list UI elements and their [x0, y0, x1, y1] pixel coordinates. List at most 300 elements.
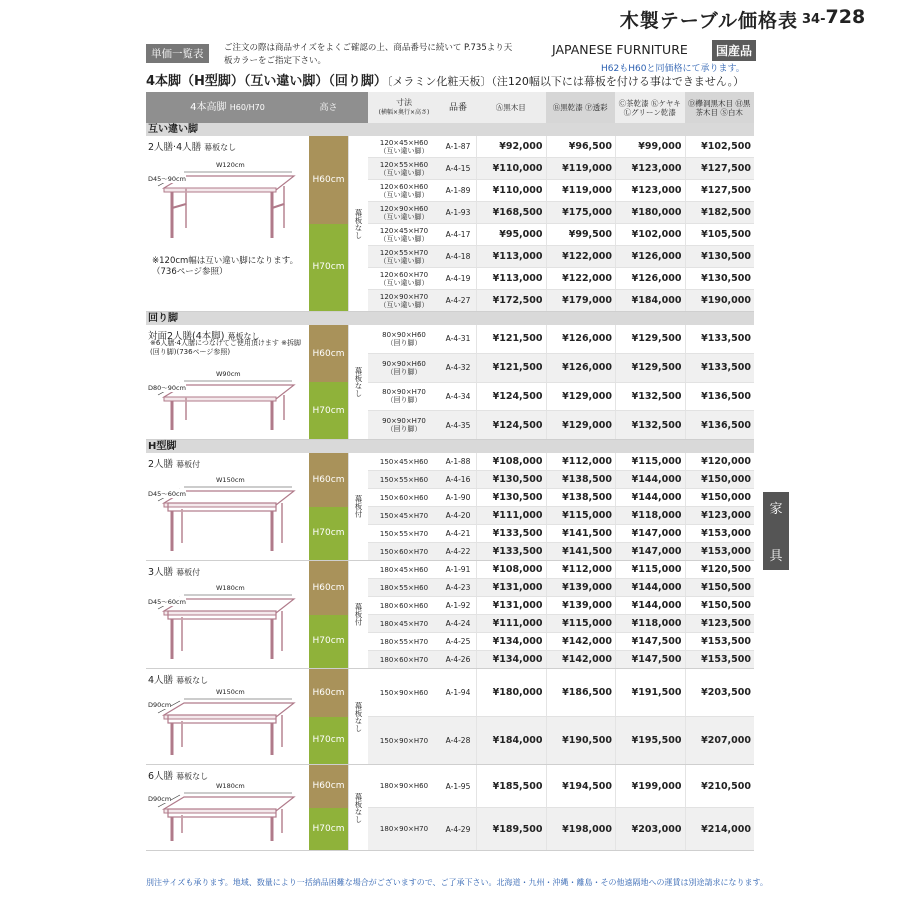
price-cell: ¥123,000: [615, 180, 685, 201]
price-cell: ¥115,000: [615, 561, 685, 578]
price-cell: ¥150,000: [685, 471, 755, 488]
width-dimension-label: W150cm: [216, 688, 245, 696]
product-code: A-4-23: [445, 583, 471, 592]
curtain-label: 幕板なし: [348, 136, 368, 311]
price-cell: ¥129,000: [546, 411, 616, 439]
price-cell: ¥127,500: [685, 180, 755, 201]
price-cell: ¥110,000: [476, 180, 546, 201]
table-header: [146, 92, 754, 123]
dimension-text: 180×55×H70: [379, 637, 429, 646]
price-cell: ¥182,500: [685, 202, 755, 223]
height-column: [309, 561, 348, 668]
group-curtain-type: 幕板なし: [227, 332, 260, 341]
depth-dimension-label: D90cm: [148, 795, 172, 803]
product-code: A-4-34: [445, 391, 471, 401]
price-cell: ¥111,000: [476, 615, 546, 632]
dimension-cell: [368, 290, 440, 311]
dimension-sub: （互い違い脚）: [379, 256, 429, 265]
product-code: A-4-31: [445, 334, 471, 344]
side-tab-char: 具: [769, 549, 783, 564]
dimension-cell: [368, 246, 440, 267]
price-cell: ¥112,000: [546, 453, 616, 470]
table-row: [368, 507, 754, 525]
depth-dimension-label: D45～60cm: [148, 598, 186, 606]
dimension-cell: [368, 453, 440, 470]
price-cell: ¥203,500: [685, 669, 755, 716]
header-dim-sub: (横幅×奥行×高さ): [378, 108, 430, 116]
group-name-text: 2人膳: [148, 459, 174, 470]
product-code: A-4-32: [445, 363, 471, 373]
product-code: A-4-19: [445, 274, 471, 283]
product-code: A-4-27: [445, 296, 471, 305]
table-row: [368, 561, 754, 579]
price-cell: ¥95,000: [476, 224, 546, 245]
header-curtain: [348, 92, 368, 123]
price-cell: ¥153,500: [685, 651, 755, 668]
category-side-tab[interactable]: [763, 492, 789, 570]
header-dim-label: 寸法: [396, 97, 412, 107]
price-cell: ¥126,000: [615, 246, 685, 267]
price-cell: ¥139,000: [546, 579, 616, 596]
price-cell: ¥112,000: [546, 561, 616, 578]
price-table: [146, 92, 754, 851]
dimension-cell: [368, 325, 440, 353]
table-row: [368, 158, 754, 180]
price-cell: ¥120,000: [685, 453, 755, 470]
page-title: 木製テーブル価格表: [619, 10, 798, 32]
dimension-cell: [368, 543, 440, 560]
product-code: A-4-17: [445, 230, 471, 239]
table-row: [368, 383, 754, 412]
price-cell: ¥184,000: [476, 717, 546, 764]
product-code: A-1-95: [445, 781, 471, 791]
dimension-sub: （互い違い脚）: [379, 168, 429, 177]
price-cell: ¥172,500: [476, 290, 546, 311]
group-description: [146, 765, 309, 850]
group-curtain-type: 幕板なし: [176, 772, 209, 781]
dimension-cell: [368, 808, 440, 850]
table-illustration: [154, 473, 304, 555]
width-dimension-label: W90cm: [216, 370, 241, 378]
price-cell: ¥124,500: [476, 411, 546, 439]
height-column: [309, 136, 348, 311]
price-cell: ¥102,500: [685, 136, 755, 157]
height-h60: H60cm: [309, 561, 348, 615]
price-cell: ¥138,500: [546, 489, 616, 506]
dimension-cell: [368, 202, 440, 223]
price-cell: ¥138,500: [546, 471, 616, 488]
table-row: [368, 633, 754, 651]
price-cell: ¥144,000: [615, 471, 685, 488]
product-code: A-1-90: [445, 493, 471, 502]
price-cell: ¥132,500: [615, 383, 685, 411]
dimension-sub: （回り脚）: [386, 338, 422, 347]
dimension-cell: [368, 597, 440, 614]
height-h70: H70cm: [309, 224, 348, 312]
price-cell: ¥111,000: [476, 507, 546, 524]
dimension-sub: （互い違い脚）: [379, 234, 429, 243]
price-cell: ¥92,000: [476, 136, 546, 157]
dimension-text: 150×55×H70: [379, 529, 429, 538]
product-code: A-4-28: [445, 736, 471, 745]
section-title: 互い違い脚: [146, 123, 754, 136]
page-number-value: 728: [825, 6, 866, 28]
price-cell: ¥142,000: [546, 651, 616, 668]
price-cell: ¥190,000: [685, 290, 755, 311]
height-price-note: H62もH60と同価格にて承ります。: [601, 64, 745, 74]
dimension-text: 120×90×H70: [379, 292, 429, 301]
height-h60: H60cm: [309, 453, 348, 507]
table-row: [368, 268, 754, 290]
price-cell: ¥180,000: [476, 669, 546, 716]
price-cell: ¥130,500: [685, 246, 755, 267]
section-title: H型脚: [146, 440, 754, 453]
group-name: [148, 139, 236, 153]
price-cell: ¥150,500: [685, 579, 755, 596]
price-cell: ¥130,500: [685, 268, 755, 289]
price-cell: ¥141,500: [546, 525, 616, 542]
curtain-label: 幕板なし: [348, 669, 368, 764]
price-cell: ¥150,500: [685, 597, 755, 614]
dimension-sub: （互い違い脚）: [379, 278, 429, 287]
table-row: [368, 717, 754, 764]
height-h70: H70cm: [309, 615, 348, 669]
price-cell: ¥129,500: [615, 354, 685, 382]
page-number-prefix: 34-: [802, 12, 826, 27]
dimension-cell: [368, 489, 440, 506]
price-cell: ¥147,000: [615, 525, 685, 542]
table-row: [368, 808, 754, 850]
product-group: [146, 765, 754, 851]
dimension-text: 180×45×H60: [379, 565, 429, 574]
table-row: [368, 453, 754, 471]
price-cell: ¥144,000: [615, 489, 685, 506]
dimension-cell: [368, 136, 440, 157]
price-cell: ¥134,000: [476, 633, 546, 650]
table-row: [368, 290, 754, 311]
table-row: [368, 579, 754, 597]
dimension-text: 150×45×H60: [379, 457, 429, 466]
table-row: [368, 325, 754, 354]
price-cell: ¥147,500: [615, 651, 685, 668]
brand-label: JAPANESE FURNITURE: [552, 42, 688, 57]
price-cell: ¥123,000: [685, 507, 755, 524]
dimension-text: 80×90×H60: [382, 330, 426, 339]
dimension-text: 120×60×H70: [379, 270, 429, 279]
width-dimension-label: W180cm: [216, 782, 245, 790]
group-name-text: 2人膳·4人膳: [148, 142, 202, 153]
price-cell: ¥96,500: [546, 136, 616, 157]
group-description: [146, 561, 309, 668]
curtain-label: 幕板なし: [348, 765, 368, 850]
dimension-cell: [368, 651, 440, 668]
header-color-2: Ⓑ黒乾漆 Ⓟ透彩: [546, 92, 616, 123]
heading-sub: 〔メラミン化粧天板〕（注120幅以下には幕板を付ける事はできません。）: [386, 75, 745, 88]
product-code: A-1-94: [445, 688, 471, 697]
price-cell: ¥123,000: [615, 158, 685, 179]
price-cell: ¥126,000: [546, 325, 616, 353]
price-cell: ¥175,000: [546, 202, 616, 223]
price-cell: ¥141,500: [546, 543, 616, 560]
price-cell: ¥150,000: [685, 489, 755, 506]
product-code: A-4-21: [445, 529, 471, 538]
price-cell: ¥122,000: [546, 246, 616, 267]
product-code: A-1-87: [445, 142, 471, 151]
product-code: A-1-89: [445, 186, 471, 195]
product-group: [146, 669, 754, 765]
price-cell: ¥130,500: [476, 471, 546, 488]
price-cell: ¥123,500: [685, 615, 755, 632]
product-code: A-4-16: [445, 475, 471, 484]
price-cell: ¥195,500: [615, 717, 685, 764]
table-illustration: [154, 158, 304, 242]
footer-note: 別注サイズも承ります。地域、数量により一括納品困難な場合がございますので、ご了承下さい。北海道・九州・沖縄・離島・その他遠隔地への運賃は別途請求になります。: [146, 878, 768, 887]
price-cell: ¥133,500: [685, 354, 755, 382]
dimension-text: 180×45×H70: [379, 619, 429, 628]
price-cell: ¥119,000: [546, 158, 616, 179]
price-cell: ¥131,000: [476, 579, 546, 596]
price-cell: ¥144,000: [615, 597, 685, 614]
price-cell: ¥122,000: [546, 268, 616, 289]
dimension-cell: [368, 669, 440, 716]
header-main-label: 4本高脚: [190, 101, 227, 113]
price-cell: ¥185,500: [476, 765, 546, 807]
price-cell: ¥168,500: [476, 202, 546, 223]
depth-dimension-label: D90cm: [148, 701, 172, 709]
height-h60: H60cm: [309, 136, 348, 224]
group-name-text: 対面2人膳(4本脚): [148, 331, 225, 342]
product-code: A-1-93: [445, 208, 471, 217]
height-h60: H60cm: [309, 669, 348, 717]
price-cell: ¥133,500: [476, 525, 546, 542]
product-code: A-4-15: [445, 164, 471, 173]
group-description: [146, 325, 309, 439]
dimension-cell: [368, 268, 440, 289]
dimension-cell: [368, 717, 440, 764]
dimension-sub: （互い違い脚）: [379, 190, 429, 199]
dimension-text: 120×55×H70: [379, 248, 429, 257]
price-cell: ¥115,000: [546, 615, 616, 632]
header-dimensions: [368, 92, 440, 123]
page-number: [802, 6, 865, 28]
price-cell: ¥119,000: [546, 180, 616, 201]
price-cell: ¥190,500: [546, 717, 616, 764]
product-code: A-4-18: [445, 252, 471, 261]
price-cell: ¥127,500: [685, 158, 755, 179]
price-cell: ¥129,500: [615, 325, 685, 353]
price-cell: ¥136,500: [685, 411, 755, 439]
price-cell: ¥118,000: [615, 507, 685, 524]
table-row: [368, 525, 754, 543]
product-code: A-1-92: [445, 601, 471, 610]
dimension-cell: [368, 471, 440, 488]
product-group: [146, 453, 754, 561]
price-cell: ¥105,500: [685, 224, 755, 245]
price-cell: ¥203,000: [615, 808, 685, 850]
group-note: ※120cm幅は互い違い脚になります。（736ページ参照）: [152, 256, 299, 277]
table-row: [368, 615, 754, 633]
price-cell: ¥113,000: [476, 246, 546, 267]
price-cell: ¥99,000: [615, 136, 685, 157]
price-rows: [368, 453, 754, 560]
price-cell: ¥198,000: [546, 808, 616, 850]
price-rows: [368, 325, 754, 439]
heading-main: 4本脚（H型脚）（互い違い脚）（回り脚）: [146, 74, 387, 89]
price-cell: ¥189,500: [476, 808, 546, 850]
header-main: [146, 92, 309, 123]
price-cell: ¥120,500: [685, 561, 755, 578]
depth-dimension-label: D80～90cm: [148, 384, 186, 392]
dimension-text: 150×60×H70: [379, 547, 429, 556]
dimension-text: 180×60×H70: [379, 655, 429, 664]
price-cell: ¥133,500: [476, 543, 546, 560]
group-name-text: 6人膳: [148, 771, 174, 782]
price-cell: ¥199,000: [615, 765, 685, 807]
dimension-text: 180×60×H60: [379, 601, 429, 610]
table-row: [368, 180, 754, 202]
curtain-label: 幕板なし: [348, 325, 368, 439]
dimension-text: 180×90×H70: [379, 825, 429, 833]
dimension-sub: （互い違い脚）: [379, 300, 429, 309]
price-cell: ¥153,000: [685, 525, 755, 542]
dimension-cell: [368, 615, 440, 632]
price-cell: ¥139,000: [546, 597, 616, 614]
dimension-cell: [368, 383, 440, 411]
dimension-text: 150×60×H60: [379, 493, 429, 502]
height-h60: H60cm: [309, 325, 348, 382]
depth-dimension-label: D45～60cm: [148, 490, 186, 498]
price-cell: ¥126,000: [615, 268, 685, 289]
price-cell: ¥133,500: [685, 325, 755, 353]
dimension-cell: [368, 525, 440, 542]
side-tab-char: 家: [769, 502, 783, 517]
header-color-4: Ⓓ欅洞黒木目 Ⓗ黒茶木目 Ⓢ白木: [685, 92, 755, 123]
table-row: [368, 471, 754, 489]
price-cell: ¥132,500: [615, 411, 685, 439]
dimension-cell: [368, 561, 440, 578]
price-cell: ¥153,000: [685, 543, 755, 560]
dimension-text: 150×45×H70: [379, 511, 429, 520]
dimension-text: 120×45×H70: [379, 226, 429, 235]
price-cell: ¥180,000: [615, 202, 685, 223]
price-rows: [368, 136, 754, 311]
dimension-cell: [368, 354, 440, 382]
price-cell: ¥136,500: [685, 383, 755, 411]
price-cell: ¥99,500: [546, 224, 616, 245]
unit-price-badge: 単価一覧表: [146, 44, 209, 63]
group-description: [146, 669, 309, 764]
price-cell: ¥210,500: [685, 765, 755, 807]
price-cell: ¥129,000: [546, 383, 616, 411]
price-cell: ¥131,000: [476, 597, 546, 614]
price-cell: ¥179,000: [546, 290, 616, 311]
header-main-sub: H60/H70: [229, 102, 265, 112]
price-cell: ¥142,000: [546, 633, 616, 650]
price-cell: ¥118,000: [615, 615, 685, 632]
price-cell: ¥102,000: [615, 224, 685, 245]
table-row: [368, 543, 754, 560]
table-row: [368, 489, 754, 507]
dimension-text: 90×90×H60: [382, 359, 426, 368]
price-cell: ¥115,000: [546, 507, 616, 524]
width-dimension-label: W150cm: [216, 476, 245, 484]
dimension-sub: （回り脚）: [386, 425, 422, 434]
dimension-cell: [368, 633, 440, 650]
product-code: A-4-20: [445, 511, 471, 520]
product-code: A-4-22: [445, 547, 471, 556]
height-column: [309, 669, 348, 764]
price-cell: ¥147,000: [615, 543, 685, 560]
price-cell: ¥134,000: [476, 651, 546, 668]
group-description: [146, 453, 309, 560]
group-name: [148, 672, 208, 686]
product-group: [146, 325, 754, 440]
group-description: [146, 136, 309, 311]
height-column: [309, 765, 348, 850]
table-illustration: [154, 685, 304, 759]
table-row: [368, 411, 754, 439]
price-cell: ¥144,000: [615, 579, 685, 596]
depth-dimension-label: D45～90cm: [148, 175, 186, 183]
width-dimension-label: W120cm: [216, 161, 245, 169]
product-code: A-4-24: [445, 619, 471, 628]
dimension-text: 120×60×H60: [379, 182, 429, 191]
dimension-cell: [368, 765, 440, 807]
price-cell: ¥121,500: [476, 325, 546, 353]
product-group: [146, 136, 754, 312]
group-curtain-type: 幕板なし: [176, 676, 209, 685]
table-illustration: [154, 581, 304, 663]
dimension-sub: （互い違い脚）: [379, 212, 429, 221]
price-cell: ¥214,000: [685, 808, 755, 850]
header-color-3: Ⓒ茶乾漆 Ⓚケヤキ Ⓛグリーン乾漆: [615, 92, 685, 123]
dimension-cell: [368, 180, 440, 201]
height-column: [309, 325, 348, 439]
table-body: [146, 123, 754, 851]
header-height: 高さ: [309, 92, 348, 123]
dimension-text: 150×90×H70: [379, 736, 429, 745]
width-dimension-label: W180cm: [216, 584, 245, 592]
dimension-sub: （互い違い脚）: [379, 146, 429, 155]
price-cell: ¥186,500: [546, 669, 616, 716]
table-row: [368, 354, 754, 383]
order-note: ご注文の際は商品サイズをよくご確認の上、商品番号に続いて P.735より天板カラーをご指定下さい。: [224, 43, 513, 66]
price-rows: [368, 765, 754, 850]
curtain-label: 幕板付: [348, 561, 368, 668]
product-code: A-4-26: [445, 655, 471, 664]
height-column: [309, 453, 348, 560]
height-h70: H70cm: [309, 382, 348, 439]
price-cell: ¥113,000: [476, 268, 546, 289]
dimension-cell: [368, 411, 440, 439]
group-name-text: 3人膳: [148, 567, 174, 578]
dimension-text: 150×90×H60: [379, 688, 429, 697]
price-cell: ¥194,500: [546, 765, 616, 807]
group-note: ※6人膳·4人膳につなげてご使用頂けます ※拆脚(回り脚)(736ページ参照): [150, 339, 301, 356]
group-name: [148, 564, 200, 578]
price-cell: ¥184,000: [615, 290, 685, 311]
table-row: [368, 136, 754, 158]
group-name-text: 4人膳: [148, 675, 174, 686]
table-row: [368, 246, 754, 268]
product-code: A-1-91: [445, 565, 471, 574]
product-code: A-4-35: [445, 420, 471, 430]
table-row: [368, 224, 754, 246]
product-code: A-4-25: [445, 637, 471, 646]
dimension-text: 120×45×H60: [379, 138, 429, 147]
dimension-text: 80×90×H70: [382, 388, 426, 397]
dimension-cell: [368, 224, 440, 245]
